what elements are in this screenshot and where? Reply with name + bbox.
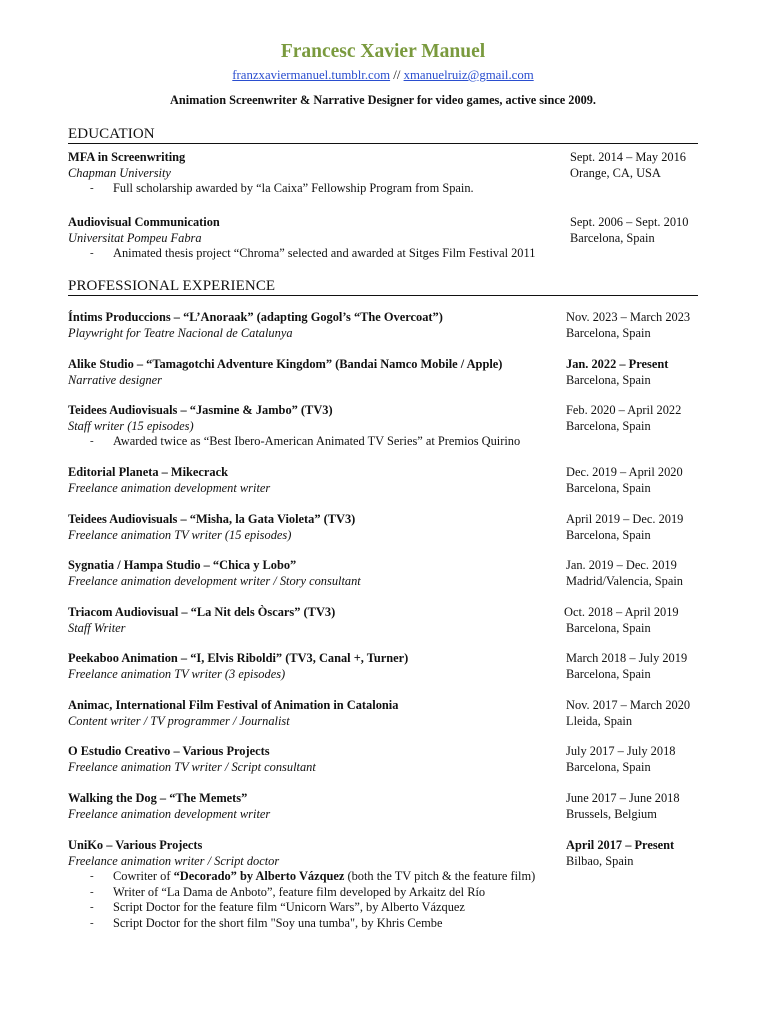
education-entry xyxy=(68,150,698,197)
job-date: Jan. 2019 – Dec. 2019 xyxy=(566,558,677,572)
bullet-dash-icon: - xyxy=(90,885,94,898)
job-title: Editorial Planeta – Mikecrack xyxy=(68,465,229,479)
job-title: Walking the Dog – “The Memets” xyxy=(68,791,248,805)
job-role: Staff writer (15 episodes) xyxy=(68,418,194,433)
job-date: April 2017 – Present xyxy=(566,838,675,852)
job-date: Nov. 2017 – March 2020 xyxy=(566,698,691,712)
job-title: Alike Studio – “Tamagotchi Adventure Kingdom” (Bandai Namco Mobile / Apple) xyxy=(68,357,503,371)
job-role: Content writer / TV programmer / Journalist xyxy=(68,713,290,728)
job-place: Barcelona, Spain xyxy=(566,418,651,433)
job-entry xyxy=(68,512,698,543)
job-role: Freelance animation TV writer (3 episodes) xyxy=(68,666,286,681)
candidate-name: Francesc Xavier Manuel xyxy=(280,41,486,62)
job-role: Freelance animation TV writer / Script consultant xyxy=(68,759,316,774)
bullet-item: - Full scholarship awarded by “la Caixa” Fellowship Program from Spain. xyxy=(90,181,474,195)
job-entry xyxy=(68,698,698,729)
job-date: Nov. 2023 – March 2023 xyxy=(566,310,691,324)
job-date: July 2017 – July 2018 xyxy=(566,744,676,758)
job-role: Freelance animation writer / Script doctor xyxy=(68,853,280,868)
job-place: Lleida, Spain xyxy=(566,713,633,728)
job-entry xyxy=(68,791,698,822)
job-entry xyxy=(68,744,698,775)
tumblr-link[interactable]: franzxaviermanuel.tumblr.com xyxy=(232,68,391,82)
job-date: Oct. 2018 – April 2019 xyxy=(564,605,679,619)
job-title: Sygnatia / Hampa Studio – “Chica y Lobo” xyxy=(68,558,297,572)
job-entry xyxy=(68,465,698,496)
job-place: Barcelona, Spain xyxy=(566,759,651,774)
job-place: Barcelona, Spain xyxy=(566,480,651,495)
email-link[interactable]: xmanuelruiz@gmail.com xyxy=(403,68,534,82)
job-entry xyxy=(68,558,698,589)
bullet-dash-icon: - xyxy=(90,916,94,929)
job-date: Dec. 2019 – April 2020 xyxy=(566,465,683,479)
job-place: Brussels, Belgium xyxy=(566,806,657,821)
job-place: Bilbao, Spain xyxy=(566,853,634,868)
tagline: Animation Screenwriter & Narrative Designer for video games, active since 2009. xyxy=(170,93,596,107)
entry-title: Audiovisual Communication xyxy=(68,215,220,229)
job-role: Freelance animation TV writer (15 episodes) xyxy=(68,527,292,542)
bullet-dash-icon: - xyxy=(90,247,94,259)
job-entry xyxy=(68,605,698,636)
job-title: O Estudio Creativo – Various Projects xyxy=(68,744,270,758)
job-place: Barcelona, Spain xyxy=(566,325,651,340)
job-date: June 2017 – June 2018 xyxy=(566,791,680,805)
job-title: Teidees Audiovisuals – “Misha, la Gata Violeta” (TV3) xyxy=(68,512,356,526)
job-role: Staff Writer xyxy=(68,620,126,635)
bullet-dash-icon: - xyxy=(90,870,94,882)
experience-heading: PROFESSIONAL EXPERIENCE xyxy=(68,277,698,296)
job-date: April 2019 – Dec. 2019 xyxy=(566,512,684,526)
bullet-dash-icon: - xyxy=(90,435,94,447)
job-date: Feb. 2020 – April 2022 xyxy=(566,403,682,417)
job-role: Freelance animation development writer / Story consultant xyxy=(68,573,361,588)
job-place: Barcelona, Spain xyxy=(566,666,651,681)
entry-date: Sept. 2006 – Sept. 2010 xyxy=(570,215,689,229)
bullet-item: - Writer of “La Dama de Anboto”, feature film developed by Arkaitz del Río xyxy=(90,884,486,899)
bullet-item: - Animated thesis project “Chroma” selected and awarded at Sitges Film Festival 2011 xyxy=(90,246,536,260)
education-entry xyxy=(68,215,698,262)
job-title: Teidees Audiovisuals – “Jasmine & Jambo” (TV3) xyxy=(68,403,333,417)
job-role: Freelance animation development writer xyxy=(68,806,271,821)
bullet-item: - Awarded twice as “Best Ibero-American Animated TV Series” at Premios Quirino xyxy=(90,434,521,448)
entry-title: MFA in Screenwriting xyxy=(68,150,186,164)
job-entry xyxy=(68,310,698,341)
contact-separator: // xyxy=(390,68,404,82)
entry-date: Sept. 2014 – May 2016 xyxy=(570,150,686,164)
job-place: Barcelona, Spain xyxy=(566,527,651,542)
job-role: Narrative designer xyxy=(68,372,162,387)
job-role: Freelance animation development writer xyxy=(68,480,271,495)
entry-subtitle: Universitat Pompeu Fabra xyxy=(68,230,202,245)
job-title: UniKo – Various Projects xyxy=(68,838,203,852)
job-place: Barcelona, Spain xyxy=(566,372,651,387)
job-entry xyxy=(68,403,698,450)
job-role: Playwright for Teatre Nacional de Catalunya xyxy=(68,325,293,340)
entry-place: Orange, CA, USA xyxy=(570,165,661,180)
job-date: Jan. 2022 – Present xyxy=(566,357,669,371)
job-title: Animac, International Film Festival of Animation in Catalonia xyxy=(68,698,399,712)
job-place: Barcelona, Spain xyxy=(566,620,651,635)
job-entry xyxy=(68,651,698,682)
bullet-item: - Script Doctor for the short film "Soy una tumba", by Khris Cembe xyxy=(90,915,443,930)
job-title: Íntims Produccions – “L’Anoraak” (adapting Gogol’s “The Overcoat”) xyxy=(68,310,443,324)
entry-subtitle: Chapman University xyxy=(68,165,171,180)
bullet-item: - Cowriter of “Decorado” by Alberto Vázquez (both the TV pitch & the feature film) xyxy=(90,869,536,883)
job-place: Madrid/Valencia, Spain xyxy=(566,573,683,588)
bullet-dash-icon: - xyxy=(90,901,94,913)
job-entry xyxy=(68,357,698,388)
contact-line xyxy=(68,67,698,83)
education-heading: EDUCATION xyxy=(68,125,698,144)
job-entry xyxy=(68,838,698,931)
job-title: Triacom Audiovisual – “La Nit dels Òscars” (TV3) xyxy=(68,605,336,619)
entry-place: Barcelona, Spain xyxy=(570,230,655,245)
job-title: Peekaboo Animation – “I, Elvis Riboldi” (TV3, Canal +, Turner) xyxy=(68,651,409,665)
job-date: March 2018 – July 2019 xyxy=(566,651,688,665)
bullet-dash-icon: - xyxy=(90,182,94,194)
bullet-item: - Script Doctor for the feature film “Unicorn Wars”, by Alberto Vázquez xyxy=(90,900,465,914)
